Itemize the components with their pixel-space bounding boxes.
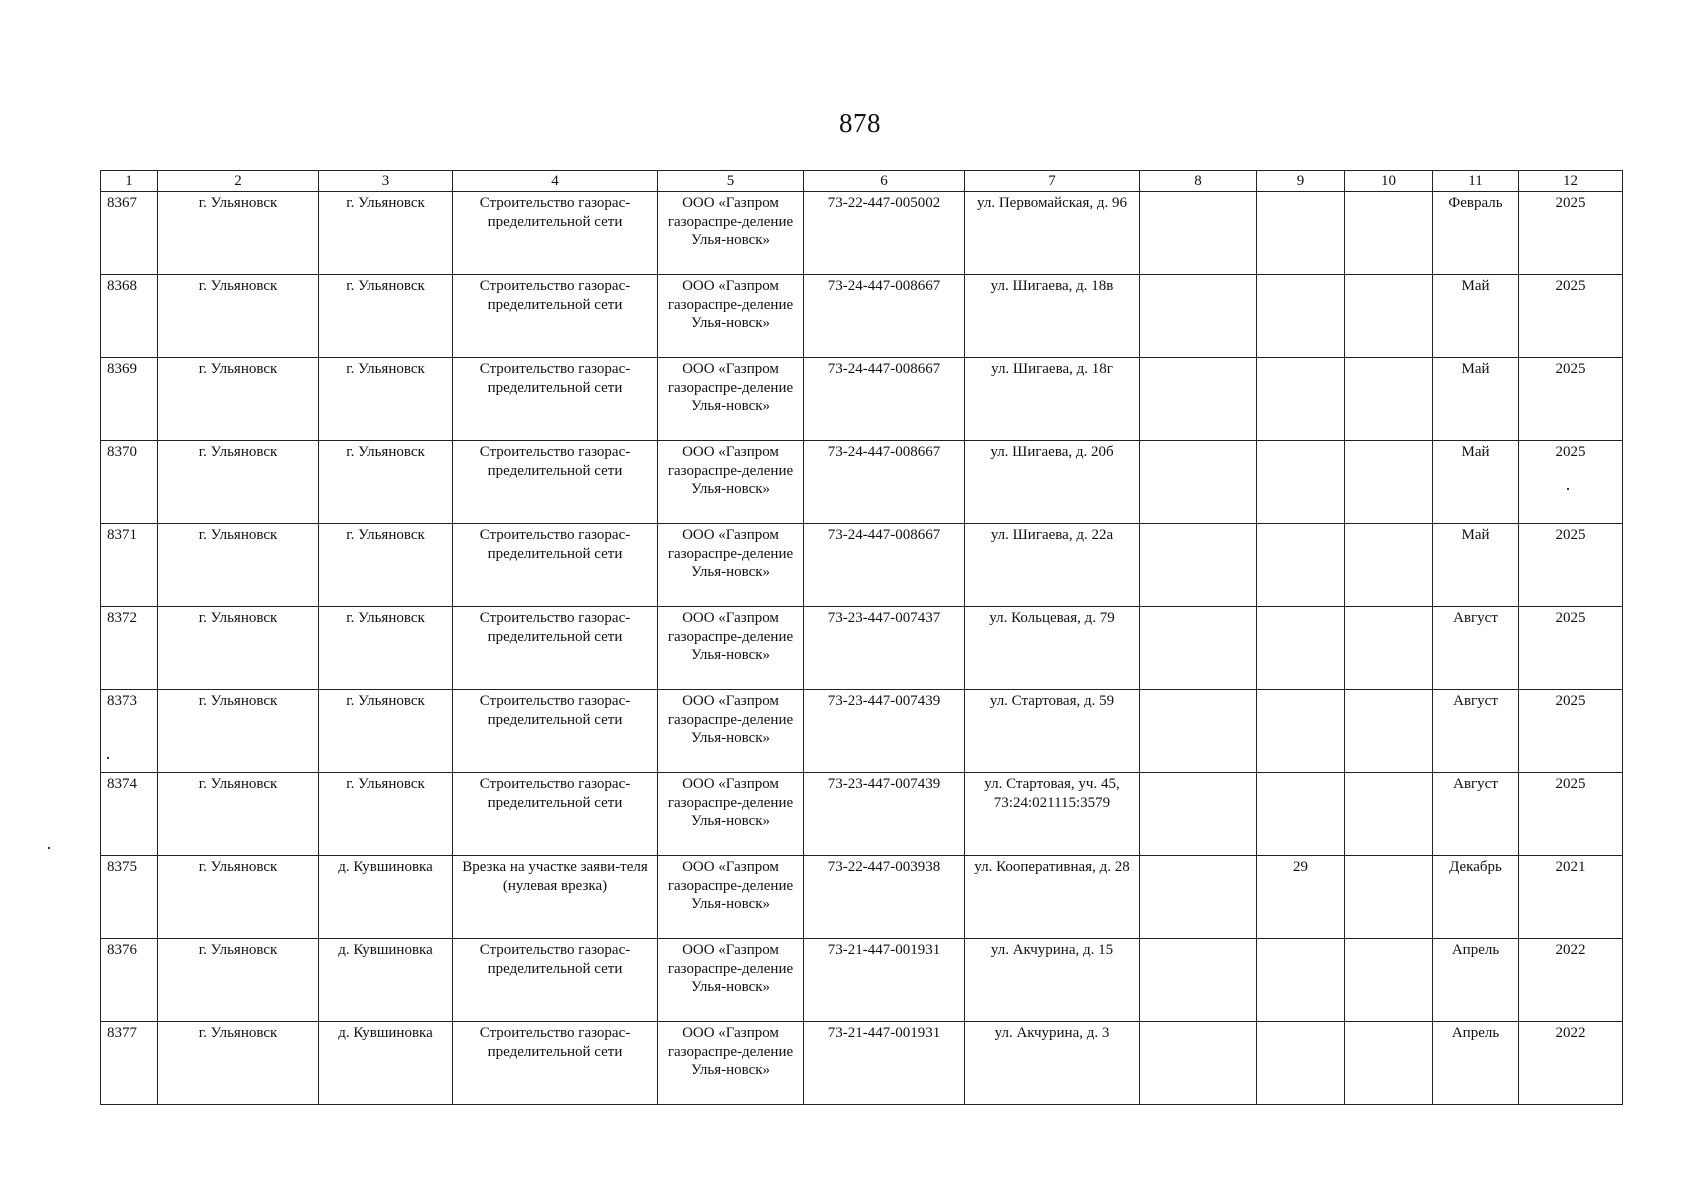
cell-col-9 [1257,607,1345,690]
record-number: 8370 [101,441,158,524]
table-body [101,192,1623,1105]
cell-col-8 [1140,690,1257,773]
year: 2025 [1519,358,1623,441]
record-number: 8369 [101,358,158,441]
settlement: г. Ульяновск [319,773,453,856]
cell-col-10 [1345,1022,1433,1105]
cell-col-8 [1140,524,1257,607]
object-code: 73-22-447-003938 [804,856,965,939]
organization: ООО «Газпром газораспре-деление Улья-новск» [658,441,804,524]
organization: ООО «Газпром газораспре-деление Улья-новск» [658,690,804,773]
municipality: г. Ульяновск [158,690,319,773]
cell-col-9 [1257,1022,1345,1105]
address: ул. Стартовая, д. 59 [965,690,1140,773]
settlement: д. Кувшиновка [319,856,453,939]
table-row [101,773,1623,856]
work-type: Строительство газорас-пределительной сети [453,358,658,441]
month: Май [1433,441,1519,524]
object-code: 73-24-447-008667 [804,441,965,524]
cell-col-8 [1140,441,1257,524]
column-number-row [101,171,1623,192]
municipality: г. Ульяновск [158,773,319,856]
column-header: 11 [1433,171,1519,192]
object-code: 73-23-447-007437 [804,607,965,690]
record-number: 8376 [101,939,158,1022]
municipality: г. Ульяновск [158,524,319,607]
settlement: д. Кувшиновка [319,939,453,1022]
month: Август [1433,690,1519,773]
cell-col-9 [1257,192,1345,275]
column-header: 3 [319,171,453,192]
cell-col-8 [1140,773,1257,856]
table-row [101,1022,1623,1105]
scan-speck [107,757,109,759]
settlement: г. Ульяновск [319,524,453,607]
work-type: Строительство газорас-пределительной сети [453,275,658,358]
cell-col-10 [1345,275,1433,358]
cell-col-9 [1257,275,1345,358]
month: Апрель [1433,1022,1519,1105]
cell-col-9 [1257,358,1345,441]
record-number: 8372 [101,607,158,690]
year: 2025 [1519,690,1623,773]
cell-col-8 [1140,1022,1257,1105]
address: ул. Первомайская, д. 96 [965,192,1140,275]
column-header: 2 [158,171,319,192]
object-code: 73-24-447-008667 [804,275,965,358]
municipality: г. Ульяновск [158,939,319,1022]
record-number: 8367 [101,192,158,275]
scan-speck [48,847,50,849]
municipality: г. Ульяновск [158,856,319,939]
cell-col-10 [1345,690,1433,773]
column-header: 12 [1519,171,1623,192]
year: 2025 [1519,441,1623,524]
work-type: Строительство газорас-пределительной сети [453,441,658,524]
settlement: г. Ульяновск [319,690,453,773]
municipality: г. Ульяновск [158,1022,319,1105]
column-header: 7 [965,171,1140,192]
column-header: 9 [1257,171,1345,192]
cell-col-8 [1140,192,1257,275]
table-row [101,275,1623,358]
organization: ООО «Газпром газораспре-деление Улья-новск» [658,856,804,939]
record-number: 8375 [101,856,158,939]
cell-col-10 [1345,358,1433,441]
settlement: д. Кувшиновка [319,1022,453,1105]
cell-col-8 [1140,856,1257,939]
cell-col-9 [1257,441,1345,524]
page-number: 878 [839,108,881,138]
cell-col-10 [1345,939,1433,1022]
column-header: 4 [453,171,658,192]
column-header: 6 [804,171,965,192]
settlement: г. Ульяновск [319,441,453,524]
year: 2025 [1519,275,1623,358]
record-number: 8371 [101,524,158,607]
object-code: 73-24-447-008667 [804,358,965,441]
cell-col-10 [1345,192,1433,275]
table-row [101,358,1623,441]
table-row [101,192,1623,275]
cell-col-10 [1345,524,1433,607]
table-header [101,171,1623,192]
month: Февраль [1433,192,1519,275]
register-table [100,170,1623,1105]
column-header: 5 [658,171,804,192]
settlement: г. Ульяновск [319,275,453,358]
year: 2022 [1519,939,1623,1022]
work-type: Врезка на участке заяви-теля (нулевая врезка) [453,856,658,939]
organization: ООО «Газпром газораспре-деление Улья-новск» [658,939,804,1022]
address: ул. Шигаева, д. 18в [965,275,1140,358]
organization: ООО «Газпром газораспре-деление Улья-новск» [658,358,804,441]
object-code: 73-23-447-007439 [804,690,965,773]
object-code: 73-21-447-001931 [804,939,965,1022]
organization: ООО «Газпром газораспре-деление Улья-новск» [658,1022,804,1105]
year: 2025 [1519,192,1623,275]
cell-col-10 [1345,441,1433,524]
cell-col-9 [1257,939,1345,1022]
table-row [101,690,1623,773]
year: 2025 [1519,607,1623,690]
month: Май [1433,524,1519,607]
object-code: 73-23-447-007439 [804,773,965,856]
column-header: 8 [1140,171,1257,192]
year: 2021 [1519,856,1623,939]
object-code: 73-21-447-001931 [804,1022,965,1105]
year: 2022 [1519,1022,1623,1105]
object-code: 73-22-447-005002 [804,192,965,275]
address: ул. Шигаева, д. 20б [965,441,1140,524]
work-type: Строительство газорас-пределительной сети [453,192,658,275]
cell-col-8 [1140,275,1257,358]
municipality: г. Ульяновск [158,192,319,275]
organization: ООО «Газпром газораспре-деление Улья-новск» [658,524,804,607]
year: 2025 [1519,524,1623,607]
work-type: Строительство газорас-пределительной сети [453,773,658,856]
year: 2025 [1519,773,1623,856]
municipality: г. Ульяновск [158,441,319,524]
object-code: 73-24-447-008667 [804,524,965,607]
organization: ООО «Газпром газораспре-деление Улья-новск» [658,275,804,358]
record-number: 8374 [101,773,158,856]
cell-col-9: 29 [1257,856,1345,939]
address: ул. Кооперативная, д. 28 [965,856,1140,939]
work-type: Строительство газорас-пределительной сети [453,690,658,773]
table-row [101,441,1623,524]
organization: ООО «Газпром газораспре-деление Улья-новск» [658,773,804,856]
address: ул. Кольцевая, д. 79 [965,607,1140,690]
cell-col-10 [1345,856,1433,939]
cell-col-9 [1257,690,1345,773]
address: ул. Акчурина, д. 15 [965,939,1140,1022]
address: ул. Шигаева, д. 22а [965,524,1140,607]
table-row [101,856,1623,939]
cell-col-8 [1140,607,1257,690]
scan-speck [1567,488,1569,490]
record-number: 8377 [101,1022,158,1105]
settlement: г. Ульяновск [319,192,453,275]
table-row [101,607,1623,690]
month: Май [1433,275,1519,358]
municipality: г. Ульяновск [158,275,319,358]
organization: ООО «Газпром газораспре-деление Улья-новск» [658,192,804,275]
cell-col-8 [1140,939,1257,1022]
column-header: 10 [1345,171,1433,192]
cell-col-10 [1345,607,1433,690]
month: Май [1433,358,1519,441]
record-number: 8368 [101,275,158,358]
work-type: Строительство газорас-пределительной сети [453,607,658,690]
month: Август [1433,607,1519,690]
cell-col-9 [1257,773,1345,856]
address: ул. Акчурина, д. 3 [965,1022,1140,1105]
record-number: 8373 [101,690,158,773]
settlement: г. Ульяновск [319,607,453,690]
month: Декабрь [1433,856,1519,939]
table-row [101,939,1623,1022]
month: Август [1433,773,1519,856]
cell-col-9 [1257,524,1345,607]
settlement: г. Ульяновск [319,358,453,441]
address: ул. Стартовая, уч. 45, 73:24:021115:3579 [965,773,1140,856]
cell-col-8 [1140,358,1257,441]
table-row [101,524,1623,607]
work-type: Строительство газорас-пределительной сети [453,1022,658,1105]
work-type: Строительство газорас-пределительной сети [453,939,658,1022]
work-type: Строительство газорас-пределительной сети [453,524,658,607]
organization: ООО «Газпром газораспре-деление Улья-новск» [658,607,804,690]
municipality: г. Ульяновск [158,358,319,441]
municipality: г. Ульяновск [158,607,319,690]
column-header: 1 [101,171,158,192]
month: Апрель [1433,939,1519,1022]
cell-col-10 [1345,773,1433,856]
address: ул. Шигаева, д. 18г [965,358,1140,441]
